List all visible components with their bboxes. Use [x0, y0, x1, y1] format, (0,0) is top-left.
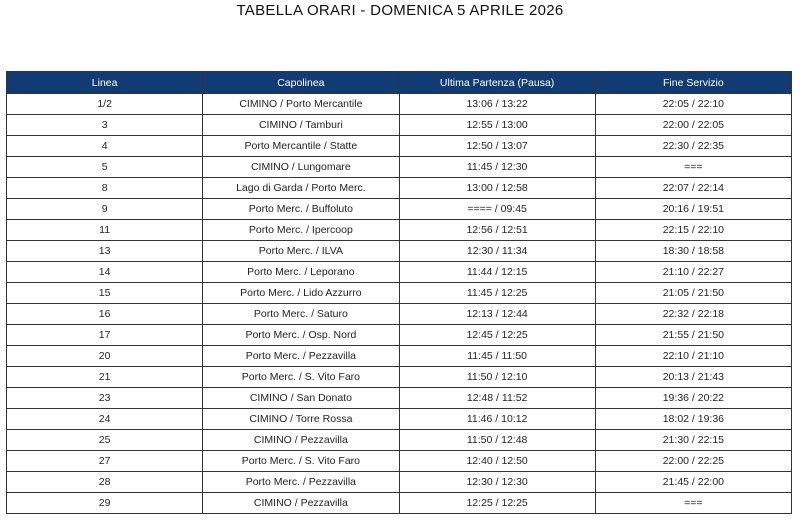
cell-capolinea: CIMINO / Pezzavilla	[203, 493, 399, 514]
cell-linea: 3	[7, 115, 203, 136]
cell-linea: 17	[7, 325, 203, 346]
cell-fine-servizio: 22:15 / 22:10	[595, 220, 791, 241]
cell-ultima-partenza: 11:44 / 12:15	[399, 262, 595, 283]
page-title: TABELLA ORARI - DOMENICA 5 APRILE 2026	[236, 2, 564, 19]
cell-capolinea: CIMINO / Porto Mercantile	[203, 94, 399, 115]
cell-linea: 21	[7, 367, 203, 388]
schedule-table	[6, 71, 792, 514]
table-header-row	[7, 72, 792, 94]
cell-fine-servizio: 22:00 / 22:25	[595, 451, 791, 472]
column-header-linea: Linea	[7, 72, 203, 94]
cell-capolinea: CIMINO / San Donato	[203, 388, 399, 409]
cell-capolinea: Porto Merc. / S. Vito Faro	[203, 367, 399, 388]
cell-ultima-partenza: 12:13 / 12:44	[399, 304, 595, 325]
table-row	[7, 220, 792, 241]
cell-linea: 27	[7, 451, 203, 472]
cell-ultima-partenza: 11:45 / 11:50	[399, 346, 595, 367]
cell-capolinea: Porto Merc. / Pezzavilla	[203, 472, 399, 493]
cell-linea: 29	[7, 493, 203, 514]
table-row	[7, 346, 792, 367]
cell-fine-servizio: 19:36 / 20:22	[595, 388, 791, 409]
cell-linea: 16	[7, 304, 203, 325]
cell-linea: 23	[7, 388, 203, 409]
cell-ultima-partenza: 12:48 / 11:52	[399, 388, 595, 409]
cell-fine-servizio: ===	[595, 157, 791, 178]
cell-linea: 20	[7, 346, 203, 367]
cell-capolinea: Porto Merc. / Leporano	[203, 262, 399, 283]
cell-ultima-partenza: 12:55 / 13:00	[399, 115, 595, 136]
cell-linea: 15	[7, 283, 203, 304]
cell-capolinea: Porto Merc. / ILVA	[203, 241, 399, 262]
table-row	[7, 241, 792, 262]
table-row	[7, 325, 792, 346]
cell-linea: 1/2	[7, 94, 203, 115]
table-row	[7, 472, 792, 493]
table-row	[7, 409, 792, 430]
cell-linea: 5	[7, 157, 203, 178]
cell-ultima-partenza: 12:30 / 11:34	[399, 241, 595, 262]
table-row	[7, 304, 792, 325]
table-row	[7, 367, 792, 388]
cell-fine-servizio: 21:30 / 22:15	[595, 430, 791, 451]
table-row	[7, 94, 792, 115]
cell-fine-servizio: 22:05 / 22:10	[595, 94, 791, 115]
cell-ultima-partenza: 12:40 / 12:50	[399, 451, 595, 472]
cell-fine-servizio: 21:55 / 21:50	[595, 325, 791, 346]
cell-capolinea: Porto Merc. / Pezzavilla	[203, 346, 399, 367]
cell-ultima-partenza: 11:50 / 12:10	[399, 367, 595, 388]
cell-fine-servizio: 22:32 / 22:18	[595, 304, 791, 325]
cell-fine-servizio: 22:00 / 22:05	[595, 115, 791, 136]
cell-capolinea: CIMINO / Pezzavilla	[203, 430, 399, 451]
cell-ultima-partenza: ==== / 09:45	[399, 199, 595, 220]
cell-ultima-partenza: 12:45 / 12:25	[399, 325, 595, 346]
cell-fine-servizio: 21:45 / 22:00	[595, 472, 791, 493]
column-header-fine-servizio: Fine Servizio	[595, 72, 791, 94]
table-row	[7, 493, 792, 514]
cell-capolinea: Porto Merc. / Osp. Nord	[203, 325, 399, 346]
cell-fine-servizio: 20:13 / 21:43	[595, 367, 791, 388]
cell-fine-servizio: 22:07 / 22:14	[595, 178, 791, 199]
cell-ultima-partenza: 11:46 / 10:12	[399, 409, 595, 430]
cell-capolinea: Porto Mercantile / Statte	[203, 136, 399, 157]
cell-linea: 28	[7, 472, 203, 493]
cell-fine-servizio: 18:30 / 18:58	[595, 241, 791, 262]
table-row	[7, 283, 792, 304]
column-header-ultima-partenza: Ultima Partenza (Pausa)	[399, 72, 595, 94]
cell-fine-servizio: ===	[595, 493, 791, 514]
cell-capolinea: Porto Merc. / S. Vito Faro	[203, 451, 399, 472]
cell-ultima-partenza: 11:50 / 12:48	[399, 430, 595, 451]
cell-capolinea: Lago di Garda / Porto Merc.	[203, 178, 399, 199]
cell-capolinea: Porto Merc. / Lido Azzurro	[203, 283, 399, 304]
cell-fine-servizio: 22:10 / 21:10	[595, 346, 791, 367]
cell-ultima-partenza: 13:06 / 13:22	[399, 94, 595, 115]
table-row	[7, 430, 792, 451]
cell-linea: 13	[7, 241, 203, 262]
cell-capolinea: Porto Merc. / Ipercoop	[203, 220, 399, 241]
table-row	[7, 136, 792, 157]
cell-capolinea: CIMINO / Torre Rossa	[203, 409, 399, 430]
cell-ultima-partenza: 11:45 / 12:25	[399, 283, 595, 304]
cell-ultima-partenza: 13:00 / 12:58	[399, 178, 595, 199]
cell-fine-servizio: 18:02 / 19:36	[595, 409, 791, 430]
table-row	[7, 199, 792, 220]
cell-linea: 24	[7, 409, 203, 430]
cell-capolinea: Porto Merc. / Saturo	[203, 304, 399, 325]
cell-ultima-partenza: 11:45 / 12:30	[399, 157, 595, 178]
cell-linea: 25	[7, 430, 203, 451]
cell-linea: 9	[7, 199, 203, 220]
cell-fine-servizio: 21:05 / 21:50	[595, 283, 791, 304]
cell-linea: 11	[7, 220, 203, 241]
table-row	[7, 262, 792, 283]
cell-ultima-partenza: 12:50 / 13:07	[399, 136, 595, 157]
cell-fine-servizio: 22:30 / 22:35	[595, 136, 791, 157]
table-row	[7, 157, 792, 178]
cell-linea: 14	[7, 262, 203, 283]
cell-capolinea: Porto Merc. / Buffoluto	[203, 199, 399, 220]
table-row	[7, 178, 792, 199]
table-row	[7, 115, 792, 136]
cell-ultima-partenza: 12:56 / 12:51	[399, 220, 595, 241]
cell-linea: 4	[7, 136, 203, 157]
cell-fine-servizio: 21:10 / 22:27	[595, 262, 791, 283]
cell-ultima-partenza: 12:30 / 12:30	[399, 472, 595, 493]
cell-capolinea: CIMINO / Tamburi	[203, 115, 399, 136]
column-header-capolinea: Capolinea	[203, 72, 399, 94]
cell-capolinea: CIMINO / Lungomare	[203, 157, 399, 178]
cell-fine-servizio: 20:16 / 19:51	[595, 199, 791, 220]
cell-linea: 8	[7, 178, 203, 199]
table-row	[7, 451, 792, 472]
table-row	[7, 388, 792, 409]
cell-ultima-partenza: 12:25 / 12:25	[399, 493, 595, 514]
